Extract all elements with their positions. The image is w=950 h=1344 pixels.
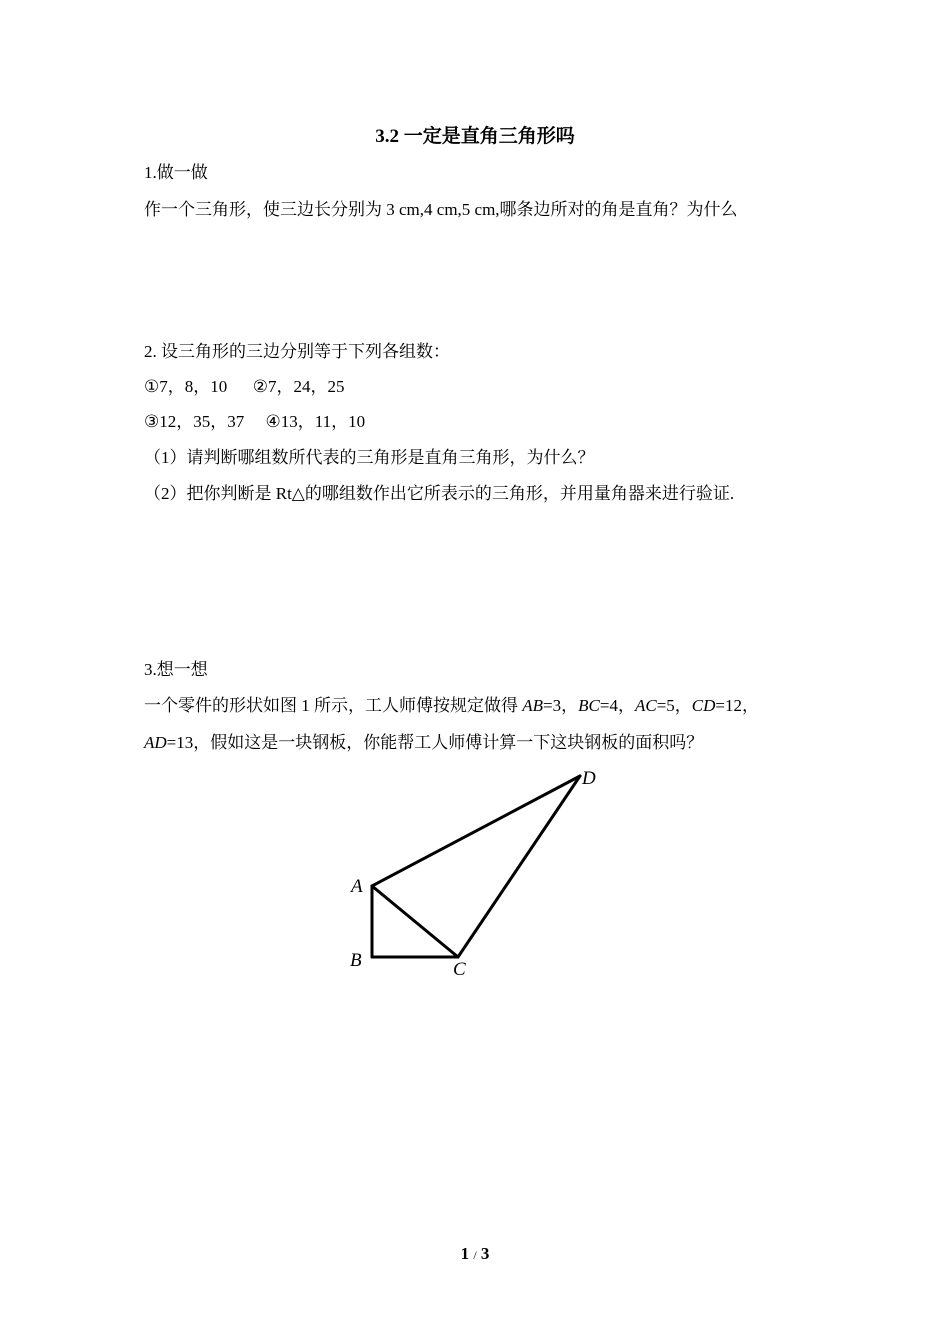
segment-ab: AB bbox=[522, 696, 544, 715]
page-separator: / bbox=[473, 1248, 477, 1262]
label-c: C bbox=[453, 959, 466, 980]
label-d: D bbox=[582, 768, 596, 789]
segment-cd: CD bbox=[691, 696, 716, 715]
segment-ac-value: =5， bbox=[656, 696, 692, 715]
segment-ad-value: =13，假如这是一块钢板，你能帮工人师傅计算一下这块钢板的面积吗？ bbox=[166, 733, 704, 752]
segment-cd-value: =12， bbox=[715, 696, 759, 715]
segment-bc: BC bbox=[578, 696, 600, 715]
section2-heading: 2. 设三角形的三边分别等于下列各组数： bbox=[144, 342, 450, 361]
label-b: B bbox=[350, 950, 362, 971]
section2-question2: （2）把你判断是 Rt△的哪组数作出它所表示的三角形，并用量角器来进行验证. bbox=[144, 484, 735, 503]
page-current: 1 bbox=[460, 1244, 470, 1263]
segment-line-ad bbox=[372, 776, 580, 886]
figure-diagram bbox=[340, 760, 630, 990]
section3-line1-intro: 一个零件的形状如图 1 所示，工人师傅按规定做得 bbox=[144, 696, 523, 715]
page-number bbox=[0, 1242, 950, 1267]
quadrilateral-figure bbox=[340, 760, 630, 990]
segment-ad: AD bbox=[144, 733, 167, 752]
section1-text: 作一个三角形，使三边长分别为 3 cm,4 cm,5 cm,哪条边所对的角是直角？为什么 bbox=[144, 200, 738, 219]
segment-ac: AC bbox=[634, 696, 657, 715]
segment-line-ac bbox=[372, 886, 458, 957]
section1-heading: 1.做一做 bbox=[144, 163, 208, 182]
segment-ab-value: =3， bbox=[543, 696, 579, 715]
section3-heading: 3.想一想 bbox=[144, 660, 208, 679]
page-total: 3 bbox=[480, 1244, 490, 1263]
segment-line-cd bbox=[458, 776, 580, 957]
section2-row1: ①7，8，10 ②7，24，25 bbox=[144, 377, 345, 396]
section2-row2: ③12，35，37 ④13，11，10 bbox=[144, 412, 366, 431]
label-a: A bbox=[351, 876, 363, 897]
segment-bc-value: =4， bbox=[599, 696, 635, 715]
section3-line2 bbox=[144, 731, 703, 755]
section2-question1: （1）请判断哪组数所代表的三角形是直角三角形，为什么？ bbox=[144, 448, 595, 467]
section3-line1 bbox=[144, 694, 759, 718]
page-title: 3.2 一定是直角三角形吗 bbox=[375, 126, 575, 147]
